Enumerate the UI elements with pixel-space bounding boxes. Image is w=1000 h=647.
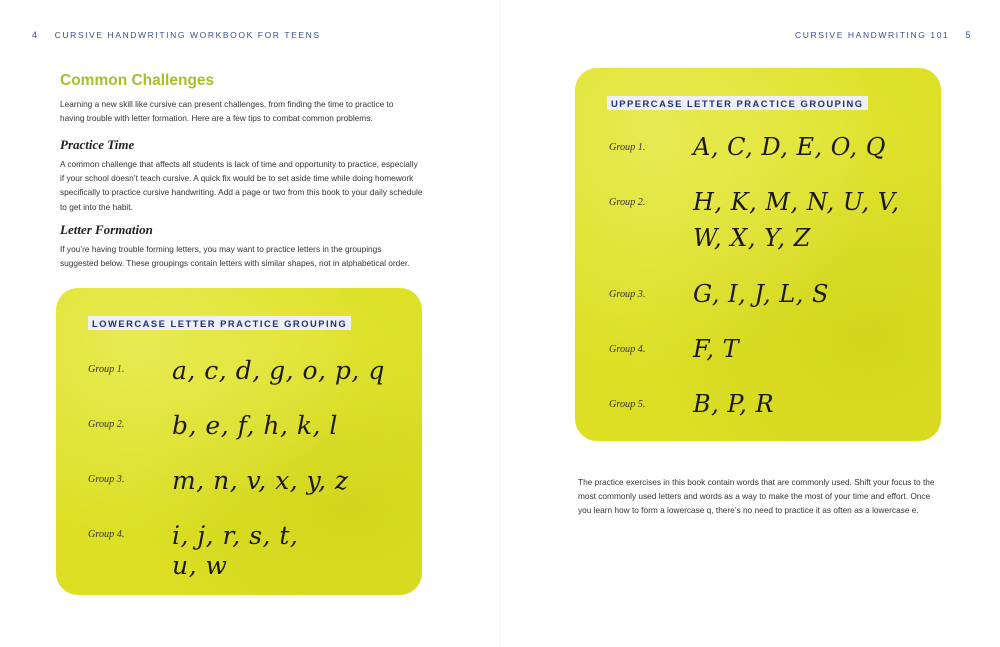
left-page-number: 4 — [32, 30, 39, 40]
intro-paragraph: Learning a new skill like cursive can present challenges, from finding the time to practice to having trouble with letter formation. Here are a few tips to combat common problems. — [60, 99, 394, 124]
letter-formation-paragraph: If you’re having trouble forming letters, you may want to practice letters in the groupings suggested below. These groupings contain letters with similar shapes, not in alphabetical order. — [60, 244, 410, 269]
cursive-letters: b, e, f, h, k, l — [172, 411, 338, 440]
letter-formation-subhead: Letter Formation — [60, 222, 153, 237]
cursive-letters: H, K, M, N, U, V, — [693, 188, 900, 216]
group-label: Group 3. — [609, 289, 646, 300]
cursive-letters: m, n, v, x, y, z — [172, 466, 349, 495]
lowercase-card-title: LOWERCASE LETTER PRACTICE GROUPING — [88, 316, 351, 330]
cursive-letters: a, c, d, g, o, p, q — [172, 356, 385, 385]
cursive-letters: A, C, D, E, O, Q — [693, 133, 886, 161]
group-label: Group 2. — [609, 197, 646, 208]
cursive-letters: G, I, J, L, S — [693, 280, 829, 308]
group-label: Group 3. — [88, 474, 125, 485]
practice-time-subhead: Practice Time — [60, 137, 135, 152]
cursive-letters: u, w — [172, 551, 228, 580]
group-label: Group 5. — [609, 399, 646, 410]
uppercase-card-title: UPPERCASE LETTER PRACTICE GROUPING — [607, 96, 868, 110]
page-gutter — [499, 0, 501, 647]
group-label: Group 1. — [88, 364, 125, 375]
right-running-head — [795, 30, 972, 40]
left-running-head — [32, 30, 321, 40]
left-running-head-text: CURSIVE HANDWRITING WORKBOOK FOR TEENS — [54, 30, 321, 40]
group-label: Group 1. — [609, 142, 646, 153]
practice-time-paragraph: A common challenge that affects all students is lack of time and opportunity to practice, especially if your school doesn’t teach cursive. A quick fix would be to set aside time while doing homework specifically to practice cursive handwriting. Add a page or two from this book to your daily schedule to get into the habit. — [60, 159, 423, 212]
cursive-letters: F, T — [693, 335, 740, 363]
group-label: Group 2. — [88, 419, 125, 430]
cursive-letters: W, X, Y, Z — [693, 224, 811, 252]
closing-paragraph: The practice exercises in this book contain words that are commonly used. Shift your focus to the most commonly used letters and words as a way to make the most of your time and effort. Once you learn how to form a lowercase q, there’s no need to practice it as often as a lowercase e. — [578, 477, 935, 516]
right-running-head-text: CURSIVE HANDWRITING 101 — [794, 30, 950, 40]
uppercase-grouping-card — [575, 68, 941, 441]
right-page-number: 5 — [965, 30, 972, 40]
group-label: Group 4. — [609, 344, 646, 355]
cursive-letters: B, P, R — [693, 390, 775, 418]
lowercase-grouping-card — [56, 288, 422, 595]
group-label: Group 4. — [88, 529, 125, 540]
section-heading: Common Challenges — [60, 72, 215, 89]
cursive-letters: i, j, r, s, t, — [172, 521, 299, 550]
